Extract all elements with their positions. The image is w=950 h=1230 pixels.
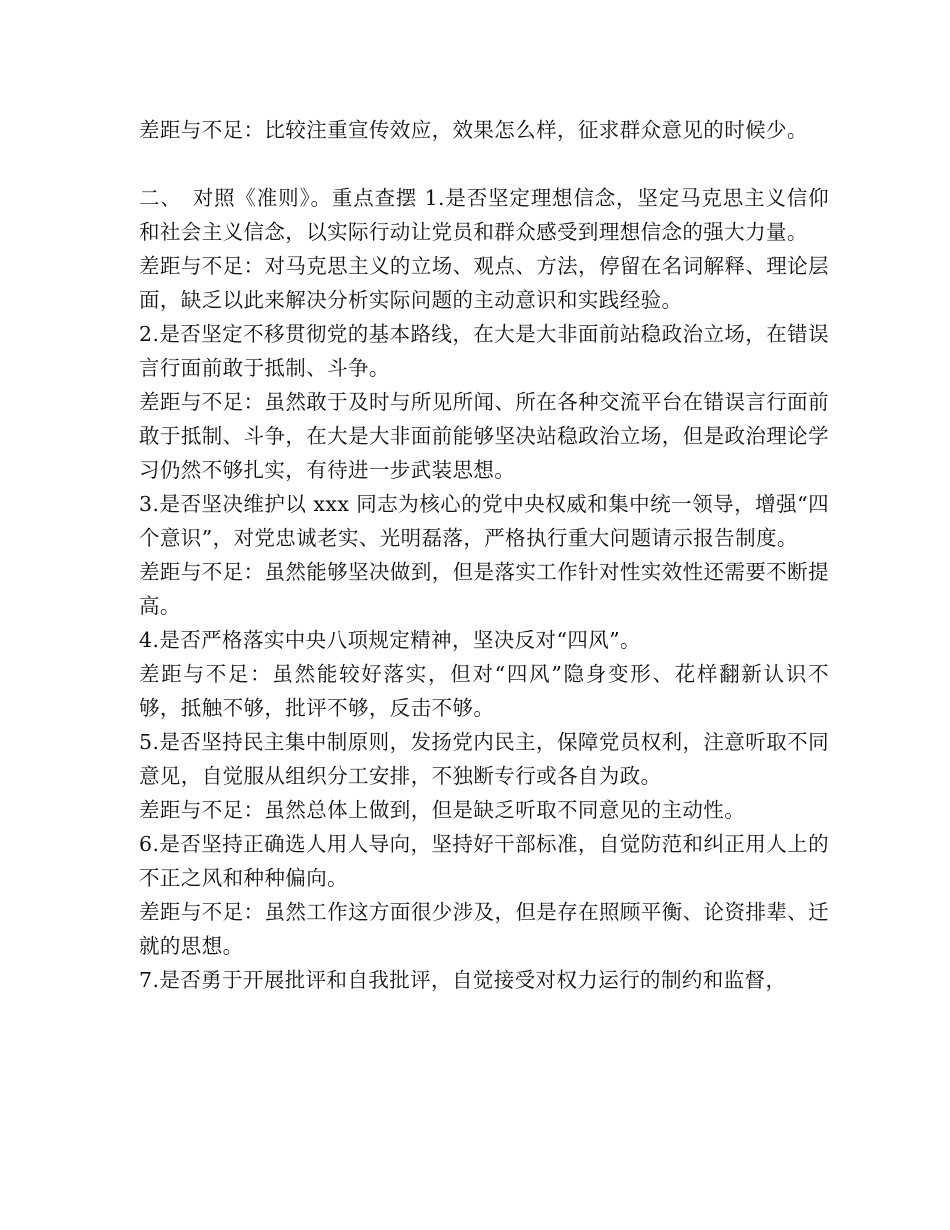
paragraph-item-6: 6.是否坚持正确选人用人导向，坚持好干部标准，自觉防范和纠正用人上的不正之风和种种偏向。: [139, 832, 829, 890]
paragraph-gap-1: 差距与不足：对马克思主义的立场、观点、方法，停留在名词解释、理论层面，缺乏以此来解决分析实际问题的主动意识和实践经验。: [139, 254, 829, 312]
paragraph-section-two-item-1: 二、 对照《准则》。重点查摆 1.是否坚定理想信念，坚定马克思主义信仰和社会主义信念，以实际行动让党员和群众感受到理想信念的强大力量。: [139, 186, 829, 244]
paragraph-item-4: 4.是否严格落实中央八项规定精神，坚决反对“四风”。: [139, 628, 641, 652]
paragraph-gap-publicity: 差距与不足：比较注重宣传效应，效果怎么样，征求群众意见的时候少。: [139, 118, 808, 142]
paragraph-item-7: 7.是否勇于开展批评和自我批评，自觉接受对权力运行的制约和监督，: [139, 968, 787, 992]
paragraph-gap-4: 差距与不足：虽然能较好落实，但对“四风”隐身变形、花样翻新认识不够，抵触不够，批评不够，反击不够。: [139, 662, 829, 720]
paragraph-gap-6: 差距与不足：虽然工作这方面很少涉及，但是存在照顾平衡、论资排辈、迁就的思想。: [139, 900, 829, 958]
paragraph-gap-3: 差距与不足：虽然能够坚决做到，但是落实工作针对性实效性还需要不断提高。: [139, 560, 829, 618]
blank-line: [139, 147, 829, 181]
document-body: [139, 113, 829, 997]
paragraph-item-3: 3.是否坚决维护以 xxx 同志为核心的党中央权威和集中统一领导，增强“四个意识”，对党忠诚老实、光明磊落，严格执行重大问题请示报告制度。: [139, 492, 829, 550]
paragraph-gap-2: 差距与不足：虽然敢于及时与所见所闻、所在各种交流平台在错误言行面前敢于抵制、斗争，在大是大非面前能够坚决站稳政治立场，但是政治理论学习仍然不够扎实，有待进一步武装思想。: [139, 390, 829, 482]
paragraph-gap-5: 差距与不足：虽然总体上做到，但是缺乏听取不同意见的主动性。: [139, 798, 746, 822]
paragraph-item-5: 5.是否坚持民主集中制原则，发扬党内民主，保障党员权利，注意听取不同意见，自觉服从组织分工安排，不独断专行或各自为政。: [139, 730, 829, 788]
paragraph-item-2: 2.是否坚定不移贯彻党的基本路线，在大是大非面前站稳政治立场，在错误言行面前敢于抵制、斗争。: [139, 322, 829, 380]
